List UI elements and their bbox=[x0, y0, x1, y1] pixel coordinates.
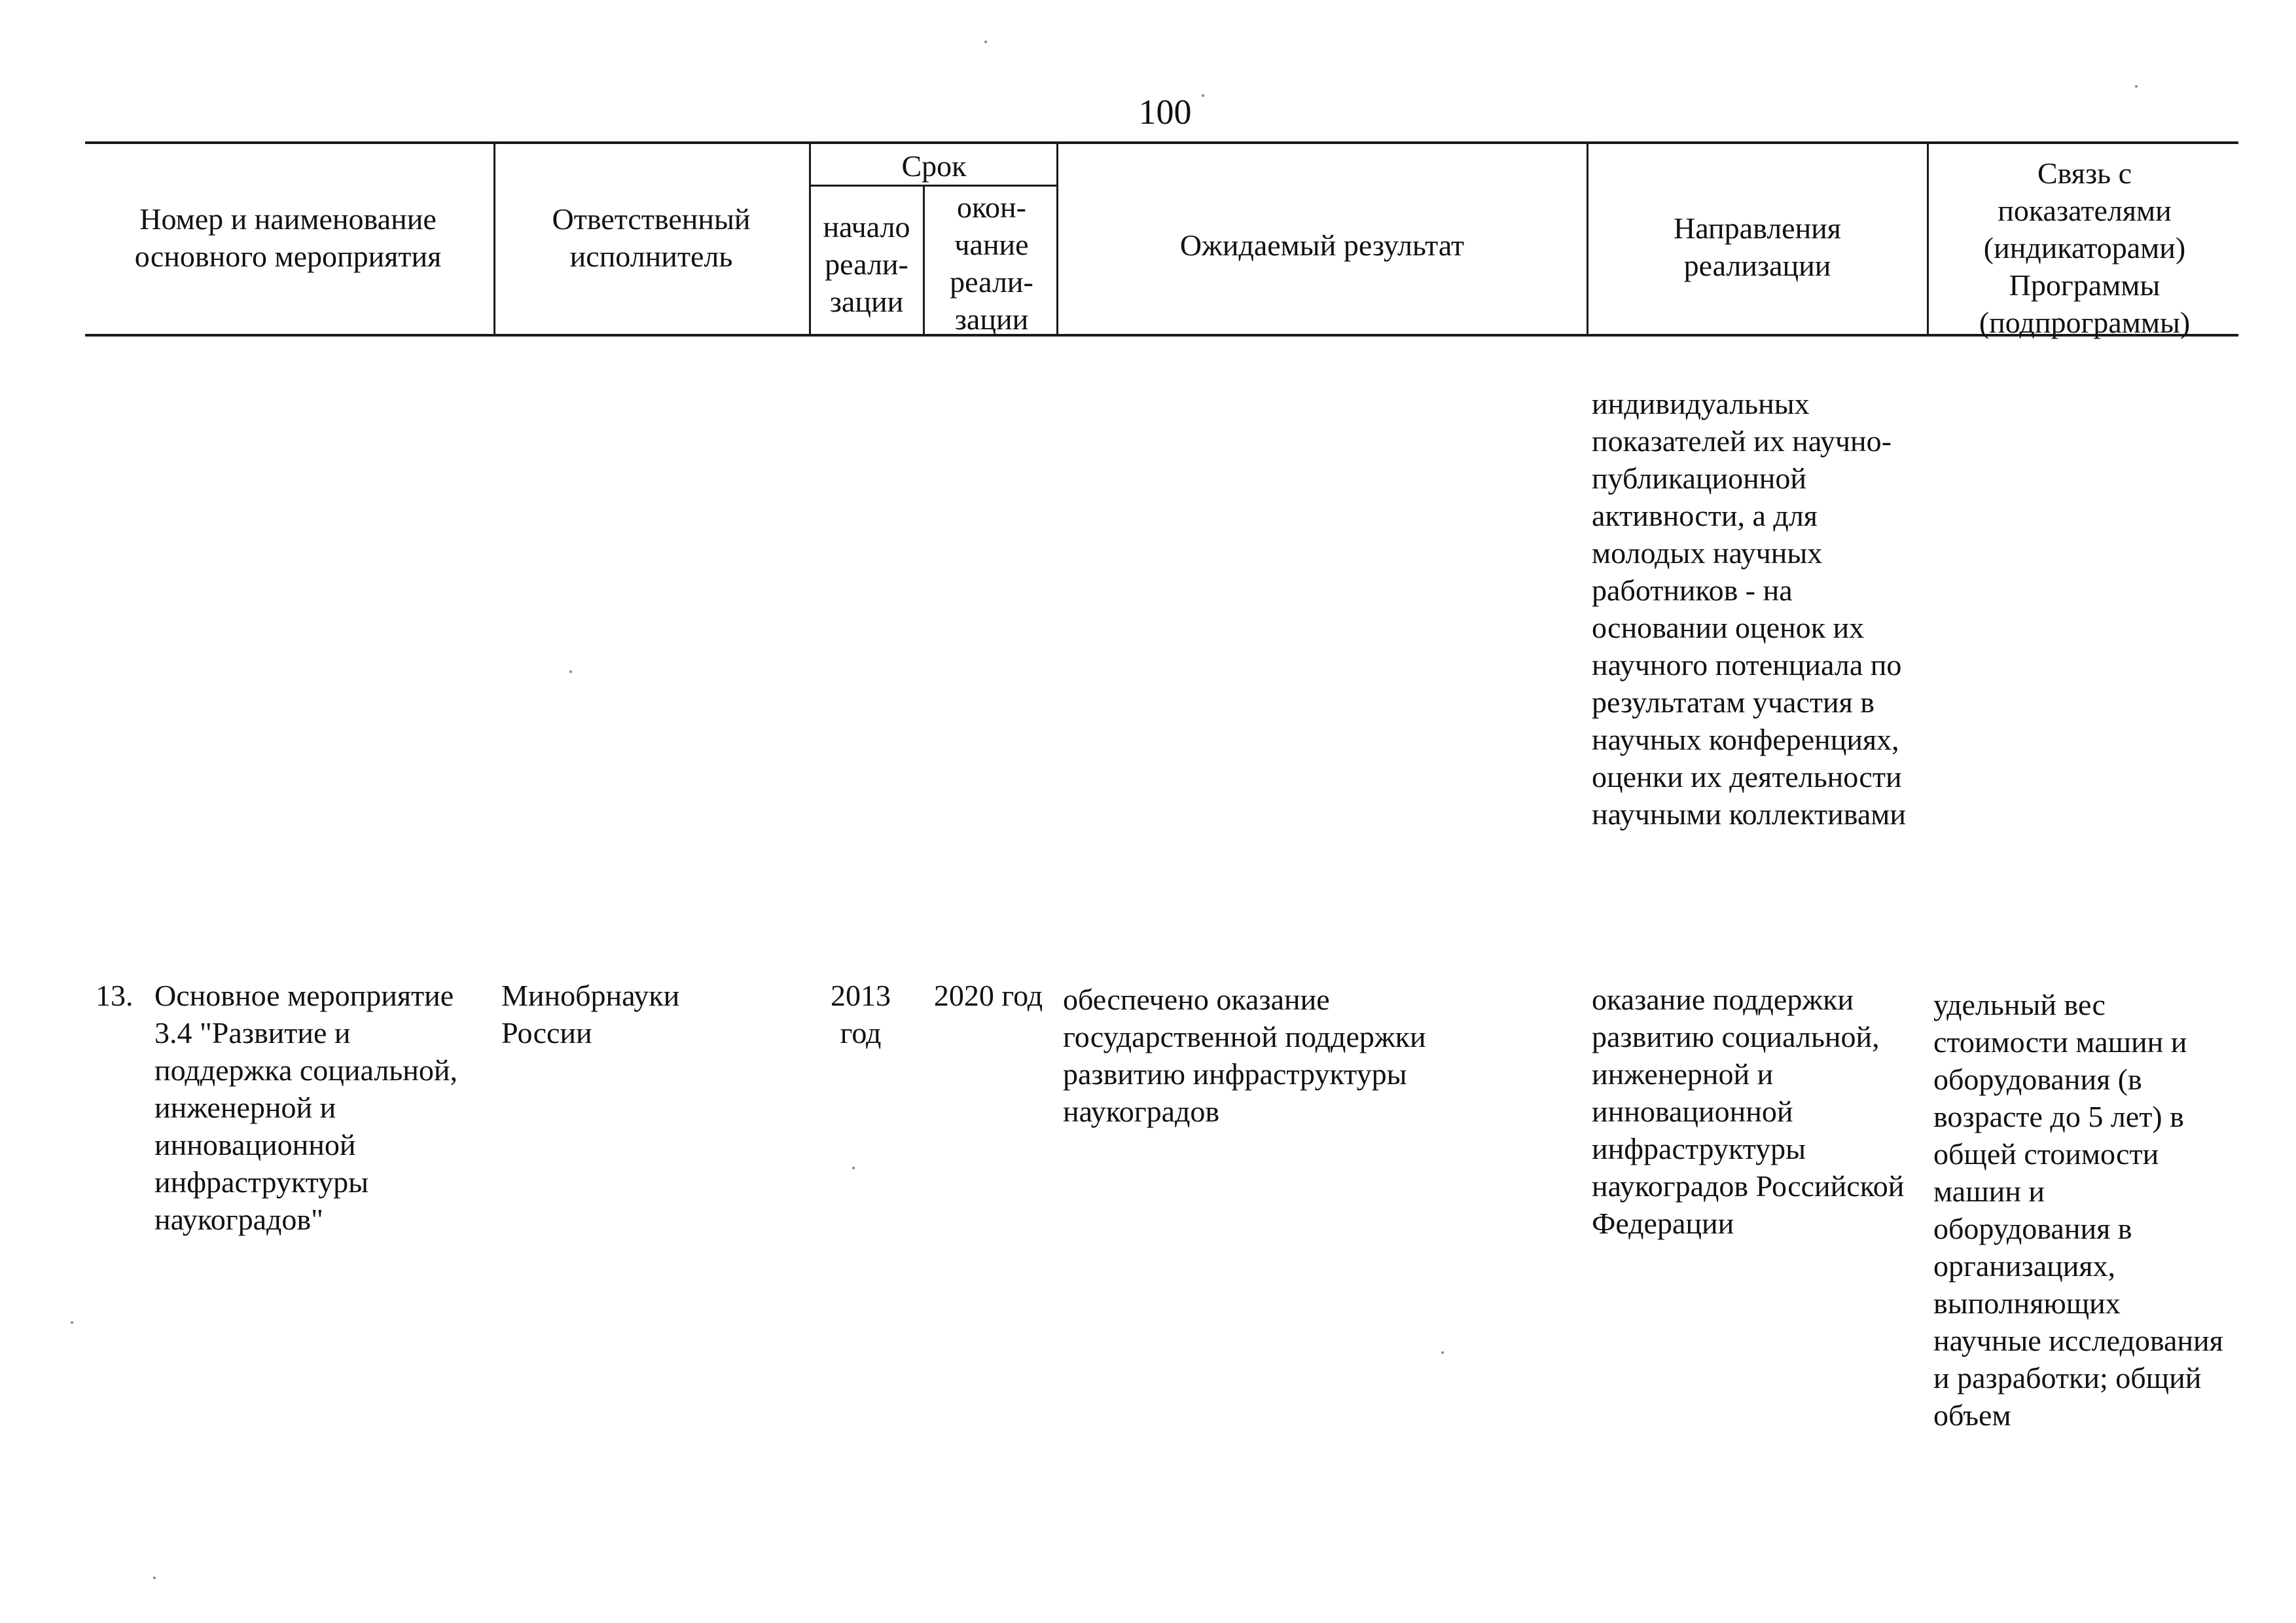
scan-speck bbox=[1202, 94, 1204, 97]
header-directions: Направления реализации bbox=[1674, 211, 1841, 282]
header-top-rule bbox=[85, 141, 2238, 144]
row-end: 2020 год bbox=[933, 979, 1043, 1012]
header-result: Ожидаемый результат bbox=[1179, 228, 1465, 262]
header-executor: Ответственный исполнитель bbox=[552, 202, 751, 273]
header-divider-3 bbox=[923, 186, 925, 335]
row-result: обеспечено оказание государственной поддержки развитию инфраструктуры наукоградов bbox=[1063, 983, 1426, 1128]
page-number: 100 bbox=[1138, 92, 1192, 132]
header-divider-4 bbox=[1056, 143, 1058, 335]
header-term: Срок bbox=[901, 149, 967, 183]
header-indicators: Связь с показателями (индикаторами) Программы (подпрограммы) bbox=[1979, 156, 2191, 339]
header-divider-2 bbox=[809, 143, 811, 335]
scan-speck bbox=[153, 1577, 156, 1579]
row-start: 2013 год bbox=[831, 979, 891, 1049]
row-activity: Основное мероприятие 3.4 "Развитие и поддержка социальной, инженерной и инновационной инфраструктуры наукоградов" bbox=[154, 979, 458, 1236]
header-end: окон-чание реали-зации bbox=[950, 191, 1033, 336]
term-subheader-rule bbox=[809, 185, 1058, 187]
row-number: 13. bbox=[96, 979, 134, 1012]
scan-speck bbox=[569, 670, 572, 673]
row-indicators: удельный вес стоимости машин и оборудования (в возрасте до 5 лет) в общей стоимости машин и оборудования в организациях, выполняющих научные исследования и разработки; общий объем bbox=[1933, 988, 2223, 1432]
row-directions: оказание поддержки развитию социальной, инженерной и инновационной инфраструктуры наукоградов Российской Федерации bbox=[1592, 983, 1905, 1240]
continuation-directions: индивидуальных показателей их научно-публикационной активности, а для молодых научных работников - на основании оценок их научного потенциала по результатам участия в научных конференциях, оценки их деятельности научными коллективами bbox=[1592, 387, 1907, 831]
scan-speck bbox=[984, 41, 987, 43]
header-activity: Номер и наименование основного мероприятия bbox=[134, 202, 442, 273]
row-executor: Минобрнауки России bbox=[501, 979, 680, 1049]
header-start: начало реали-зации bbox=[823, 210, 910, 318]
scan-speck bbox=[1441, 1351, 1444, 1354]
header-bottom-rule bbox=[85, 334, 2238, 337]
scan-speck bbox=[2135, 85, 2138, 88]
scan-speck bbox=[852, 1167, 855, 1169]
scan-speck bbox=[71, 1321, 73, 1324]
header-divider-1 bbox=[493, 143, 495, 335]
header-divider-5 bbox=[1587, 143, 1588, 335]
header-divider-6 bbox=[1927, 143, 1929, 335]
